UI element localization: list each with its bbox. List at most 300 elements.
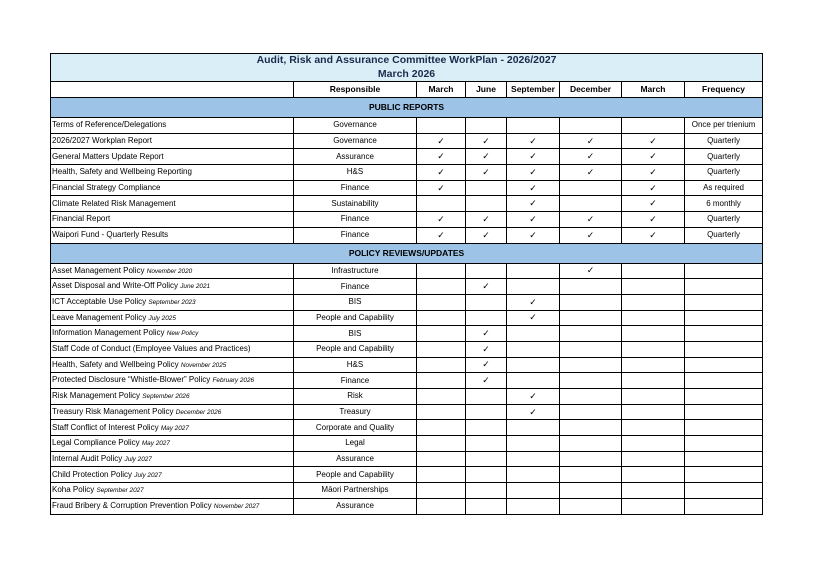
item-name: Asset Management Policy — [52, 265, 145, 275]
item-cell — [51, 294, 294, 310]
schedule-cell — [622, 118, 685, 134]
check-icon: ✓ — [586, 151, 595, 162]
header-row — [51, 82, 763, 98]
item-cell — [51, 165, 294, 181]
table-row — [51, 165, 763, 181]
item-cell — [51, 133, 294, 149]
item-cell — [51, 310, 294, 326]
check-icon: ✓ — [482, 281, 490, 292]
schedule-cell — [466, 467, 507, 483]
schedule-cell — [560, 326, 622, 342]
schedule-cell — [507, 133, 560, 149]
schedule-cell — [560, 404, 622, 420]
frequency-cell — [685, 294, 763, 310]
check-icon: ✓ — [482, 135, 490, 146]
schedule-cell — [622, 357, 685, 373]
item-date: May 2027 — [141, 440, 170, 448]
table-row — [51, 498, 763, 514]
responsible-cell: Finance — [294, 180, 417, 196]
item-name: Financial Strategy Compliance — [52, 183, 161, 193]
schedule-cell — [507, 404, 560, 420]
frequency-cell: Quarterly — [685, 133, 763, 149]
schedule-cell — [507, 165, 560, 181]
schedule-cell — [466, 341, 507, 357]
table-row — [51, 420, 763, 436]
check-icon: ✓ — [586, 265, 595, 276]
check-icon: ✓ — [529, 390, 537, 401]
schedule-cell — [507, 263, 560, 279]
item-name: Asset Disposal and Write-Off Policy — [52, 281, 178, 291]
schedule-cell — [622, 294, 685, 310]
responsible-cell: H&S — [294, 357, 417, 373]
check-icon: ✓ — [482, 328, 490, 339]
schedule-cell — [622, 467, 685, 483]
check-icon: ✓ — [586, 166, 595, 177]
schedule-cell — [507, 467, 560, 483]
responsible-cell: Assurance — [294, 451, 417, 467]
workplan-table — [50, 53, 763, 515]
responsible-cell: Assurance — [294, 498, 417, 514]
schedule-cell — [417, 294, 466, 310]
item-name: Protected Disclosure “Whistle-Blower” Policy — [52, 375, 211, 385]
schedule-cell — [417, 483, 466, 499]
item-date: July 2027 — [124, 455, 152, 463]
check-icon: ✓ — [649, 151, 657, 162]
schedule-cell — [507, 483, 560, 499]
schedule-cell — [622, 180, 685, 196]
schedule-cell — [507, 212, 560, 228]
check-icon: ✓ — [649, 198, 657, 209]
item-name: 2026/2027 Workplan Report — [52, 136, 152, 146]
item-cell — [51, 451, 294, 467]
item-cell — [51, 498, 294, 514]
schedule-cell — [622, 498, 685, 514]
frequency-cell — [685, 389, 763, 405]
check-icon: ✓ — [529, 151, 537, 162]
schedule-cell — [417, 451, 466, 467]
schedule-cell — [507, 420, 560, 436]
responsible-cell: Sustainability — [294, 196, 417, 212]
responsible-cell: Governance — [294, 133, 417, 149]
item-cell — [51, 263, 294, 279]
table-row — [51, 310, 763, 326]
check-icon: ✓ — [529, 406, 537, 417]
schedule-cell — [507, 341, 560, 357]
item-name: Internal Audit Policy — [52, 453, 123, 463]
schedule-cell — [622, 483, 685, 499]
schedule-cell — [507, 196, 560, 212]
check-icon: ✓ — [437, 135, 445, 146]
schedule-cell — [560, 310, 622, 326]
schedule-cell — [622, 389, 685, 405]
schedule-cell — [622, 279, 685, 295]
item-cell — [51, 326, 294, 342]
schedule-cell — [507, 436, 560, 452]
col-header-june: June — [466, 82, 507, 98]
frequency-cell — [685, 467, 763, 483]
frequency-cell — [685, 263, 763, 279]
check-icon: ✓ — [529, 198, 537, 209]
responsible-cell: People and Capability — [294, 341, 417, 357]
schedule-cell — [417, 420, 466, 436]
item-name: Financial Report — [52, 214, 111, 224]
item-date: May 2027 — [160, 424, 189, 432]
responsible-cell: Legal — [294, 436, 417, 452]
check-icon: ✓ — [649, 229, 657, 240]
schedule-cell — [417, 279, 466, 295]
responsible-cell: Assurance — [294, 149, 417, 165]
schedule-cell — [507, 389, 560, 405]
check-icon: ✓ — [529, 213, 537, 224]
schedule-cell — [466, 436, 507, 452]
item-cell — [51, 196, 294, 212]
schedule-cell — [560, 263, 622, 279]
check-icon: ✓ — [437, 182, 445, 193]
check-icon: ✓ — [586, 135, 595, 146]
table-row — [51, 212, 763, 228]
item-cell — [51, 436, 294, 452]
check-icon: ✓ — [529, 166, 537, 177]
schedule-cell — [466, 165, 507, 181]
title-row — [51, 54, 763, 82]
schedule-cell — [466, 212, 507, 228]
schedule-cell — [507, 310, 560, 326]
item-cell — [51, 149, 294, 165]
schedule-cell — [466, 196, 507, 212]
check-icon: ✓ — [482, 375, 490, 386]
table-row — [51, 196, 763, 212]
schedule-cell — [507, 498, 560, 514]
schedule-cell — [417, 263, 466, 279]
frequency-cell: Quarterly — [685, 212, 763, 228]
section-header-row — [51, 98, 763, 118]
schedule-cell — [622, 165, 685, 181]
item-name: ICT Acceptable Use Policy — [52, 297, 147, 307]
responsible-cell: Finance — [294, 373, 417, 389]
col-header-september: September — [507, 82, 560, 98]
item-cell — [51, 483, 294, 499]
schedule-cell — [560, 483, 622, 499]
item-date: November 2025 — [180, 361, 227, 369]
table-row — [51, 279, 763, 295]
item-date: November 2027 — [213, 502, 260, 510]
schedule-cell — [622, 404, 685, 420]
schedule-cell — [560, 341, 622, 357]
schedule-cell — [622, 341, 685, 357]
table-body — [51, 98, 763, 515]
responsible-cell: Finance — [294, 279, 417, 295]
frequency-cell — [685, 404, 763, 420]
responsible-cell: BIS — [294, 326, 417, 342]
col-header-december: December — [560, 82, 622, 98]
responsible-cell: BIS — [294, 294, 417, 310]
table-row — [51, 451, 763, 467]
item-cell — [51, 341, 294, 357]
frequency-cell — [685, 420, 763, 436]
frequency-cell — [685, 373, 763, 389]
check-icon: ✓ — [482, 213, 490, 224]
schedule-cell — [560, 357, 622, 373]
item-name: Leave Management Policy — [52, 312, 147, 322]
schedule-cell — [466, 263, 507, 279]
title-line-2: March 2026 — [377, 67, 436, 80]
item-date: New Policy — [166, 330, 199, 338]
item-name: Treasury Risk Management Policy — [52, 406, 174, 416]
schedule-cell — [560, 467, 622, 483]
schedule-cell — [417, 404, 466, 420]
schedule-cell — [417, 373, 466, 389]
schedule-cell — [466, 326, 507, 342]
schedule-cell — [466, 133, 507, 149]
schedule-cell — [560, 118, 622, 134]
schedule-cell — [466, 149, 507, 165]
check-icon: ✓ — [482, 166, 490, 177]
responsible-cell: Treasury — [294, 404, 417, 420]
check-icon: ✓ — [482, 359, 490, 370]
table-row — [51, 467, 763, 483]
table-row — [51, 373, 763, 389]
item-date: September 2027 — [96, 487, 144, 495]
schedule-cell — [417, 180, 466, 196]
item-name: Terms of Reference/Delegations — [52, 120, 167, 130]
item-date: September 2023 — [148, 299, 196, 307]
table-row — [51, 357, 763, 373]
schedule-cell — [417, 212, 466, 228]
schedule-cell — [622, 133, 685, 149]
check-icon: ✓ — [586, 213, 595, 224]
check-icon: ✓ — [586, 229, 595, 240]
schedule-cell — [466, 389, 507, 405]
schedule-cell — [466, 118, 507, 134]
schedule-cell — [466, 373, 507, 389]
schedule-cell — [560, 180, 622, 196]
frequency-cell — [685, 357, 763, 373]
item-cell — [51, 404, 294, 420]
schedule-cell — [466, 404, 507, 420]
check-icon: ✓ — [529, 229, 537, 240]
schedule-cell — [507, 180, 560, 196]
item-name: Koha Policy — [52, 485, 95, 495]
table-row — [51, 483, 763, 499]
check-icon: ✓ — [649, 166, 657, 177]
schedule-cell — [560, 133, 622, 149]
responsible-cell: Finance — [294, 227, 417, 243]
schedule-cell — [417, 196, 466, 212]
schedule-cell — [622, 196, 685, 212]
schedule-cell — [507, 279, 560, 295]
schedule-cell — [507, 118, 560, 134]
col-header-item — [51, 82, 294, 98]
check-icon: ✓ — [482, 151, 490, 162]
table-row — [51, 118, 763, 134]
item-date: December 2026 — [175, 408, 222, 416]
item-name: Climate Related Risk Management — [52, 198, 176, 208]
check-icon: ✓ — [649, 182, 657, 193]
item-cell — [51, 420, 294, 436]
col-header-frequency: Frequency — [685, 82, 763, 98]
section-header-row — [51, 243, 763, 263]
frequency-cell — [685, 483, 763, 499]
schedule-cell — [622, 436, 685, 452]
schedule-cell — [417, 436, 466, 452]
schedule-cell — [417, 498, 466, 514]
schedule-cell — [417, 467, 466, 483]
responsible-cell: Finance — [294, 212, 417, 228]
schedule-cell — [507, 357, 560, 373]
item-name: Waipori Fund - Quarterly Results — [52, 230, 169, 240]
schedule-cell — [622, 373, 685, 389]
item-date: June 2021 — [180, 283, 211, 291]
check-icon: ✓ — [529, 182, 537, 193]
item-name: General Matters Update Report — [52, 151, 164, 161]
schedule-cell — [622, 451, 685, 467]
item-name: Legal Compliance Policy — [52, 438, 140, 448]
table-row — [51, 294, 763, 310]
schedule-cell — [622, 310, 685, 326]
item-date: February 2026 — [212, 377, 255, 385]
frequency-cell — [685, 326, 763, 342]
item-cell — [51, 357, 294, 373]
section-title: PUBLIC REPORTS — [51, 98, 763, 118]
schedule-cell — [560, 227, 622, 243]
frequency-cell: Once per trienium — [685, 118, 763, 134]
check-icon: ✓ — [529, 135, 537, 146]
responsible-cell: Risk — [294, 389, 417, 405]
schedule-cell — [560, 436, 622, 452]
schedule-cell — [417, 357, 466, 373]
responsible-cell: H&S — [294, 165, 417, 181]
schedule-cell — [560, 451, 622, 467]
schedule-cell — [507, 326, 560, 342]
schedule-cell — [417, 118, 466, 134]
check-icon: ✓ — [482, 343, 490, 354]
table-row — [51, 180, 763, 196]
check-icon: ✓ — [529, 296, 537, 307]
schedule-cell — [417, 341, 466, 357]
item-name: Fraud Bribery & Corruption Prevention Policy — [52, 500, 212, 510]
frequency-cell: Quarterly — [685, 227, 763, 243]
schedule-cell — [560, 373, 622, 389]
schedule-cell — [417, 165, 466, 181]
schedule-cell — [560, 294, 622, 310]
item-cell — [51, 389, 294, 405]
schedule-cell — [466, 498, 507, 514]
item-name: Staff Conflict of Interest Policy — [52, 422, 159, 432]
schedule-cell — [560, 196, 622, 212]
check-icon: ✓ — [649, 135, 657, 146]
schedule-cell — [507, 149, 560, 165]
schedule-cell — [507, 451, 560, 467]
check-icon: ✓ — [437, 213, 445, 224]
table-row — [51, 263, 763, 279]
check-icon: ✓ — [437, 151, 445, 162]
item-date: July 2027 — [134, 471, 162, 479]
schedule-cell — [622, 420, 685, 436]
schedule-cell — [417, 326, 466, 342]
check-icon: ✓ — [529, 312, 537, 323]
item-cell — [51, 279, 294, 295]
schedule-cell — [560, 212, 622, 228]
item-cell — [51, 373, 294, 389]
item-date: November 2020 — [146, 267, 193, 275]
item-name: Risk Management Policy — [52, 391, 141, 401]
schedule-cell — [466, 357, 507, 373]
item-date: September 2026 — [142, 393, 190, 401]
frequency-cell: Quarterly — [685, 149, 763, 165]
schedule-cell — [622, 212, 685, 228]
table-row — [51, 389, 763, 405]
item-cell — [51, 212, 294, 228]
responsible-cell: Governance — [294, 118, 417, 134]
frequency-cell — [685, 310, 763, 326]
frequency-cell — [685, 279, 763, 295]
col-header-march: March — [417, 82, 466, 98]
check-icon: ✓ — [437, 229, 445, 240]
table-row — [51, 149, 763, 165]
frequency-cell — [685, 451, 763, 467]
item-cell — [51, 180, 294, 196]
schedule-cell — [466, 279, 507, 295]
schedule-cell — [417, 227, 466, 243]
table-row — [51, 133, 763, 149]
item-cell — [51, 467, 294, 483]
item-name: Health, Safety and Wellbeing Policy — [52, 359, 179, 369]
col-header-march-2: March — [622, 82, 685, 98]
schedule-cell — [507, 373, 560, 389]
item-cell — [51, 227, 294, 243]
frequency-cell: 6 monthly — [685, 196, 763, 212]
schedule-cell — [622, 326, 685, 342]
responsible-cell: People and Capability — [294, 467, 417, 483]
table-title — [51, 54, 763, 82]
schedule-cell — [560, 165, 622, 181]
check-icon: ✓ — [437, 166, 445, 177]
table-row — [51, 341, 763, 357]
schedule-cell — [417, 310, 466, 326]
schedule-cell — [466, 420, 507, 436]
table-row — [51, 227, 763, 243]
schedule-cell — [417, 133, 466, 149]
item-name: Information Management Policy — [52, 328, 165, 338]
schedule-cell — [417, 149, 466, 165]
item-cell — [51, 118, 294, 134]
responsible-cell: Infrastructure — [294, 263, 417, 279]
schedule-cell — [560, 149, 622, 165]
item-name: Staff Code of Conduct (Employee Values and Practices) — [52, 344, 251, 354]
schedule-cell — [507, 294, 560, 310]
schedule-cell — [622, 227, 685, 243]
schedule-cell — [466, 310, 507, 326]
schedule-cell — [466, 227, 507, 243]
frequency-cell — [685, 436, 763, 452]
frequency-cell — [685, 341, 763, 357]
frequency-cell: Quarterly — [685, 165, 763, 181]
table-row — [51, 326, 763, 342]
section-title: POLICY REVIEWS/UPDATES — [51, 243, 763, 263]
title-line-1: Audit, Risk and Assurance Committee WorkPlan - 2026/2027 — [256, 54, 557, 67]
table-row — [51, 404, 763, 420]
schedule-cell — [417, 389, 466, 405]
item-name: Child Protection Policy — [52, 469, 133, 479]
schedule-cell — [466, 180, 507, 196]
col-header-responsible: Responsible — [294, 82, 417, 98]
schedule-cell — [560, 389, 622, 405]
frequency-cell: As required — [685, 180, 763, 196]
frequency-cell — [685, 498, 763, 514]
schedule-cell — [466, 451, 507, 467]
schedule-cell — [622, 149, 685, 165]
item-name: Health, Safety and Wellbeing Reporting — [52, 167, 192, 177]
